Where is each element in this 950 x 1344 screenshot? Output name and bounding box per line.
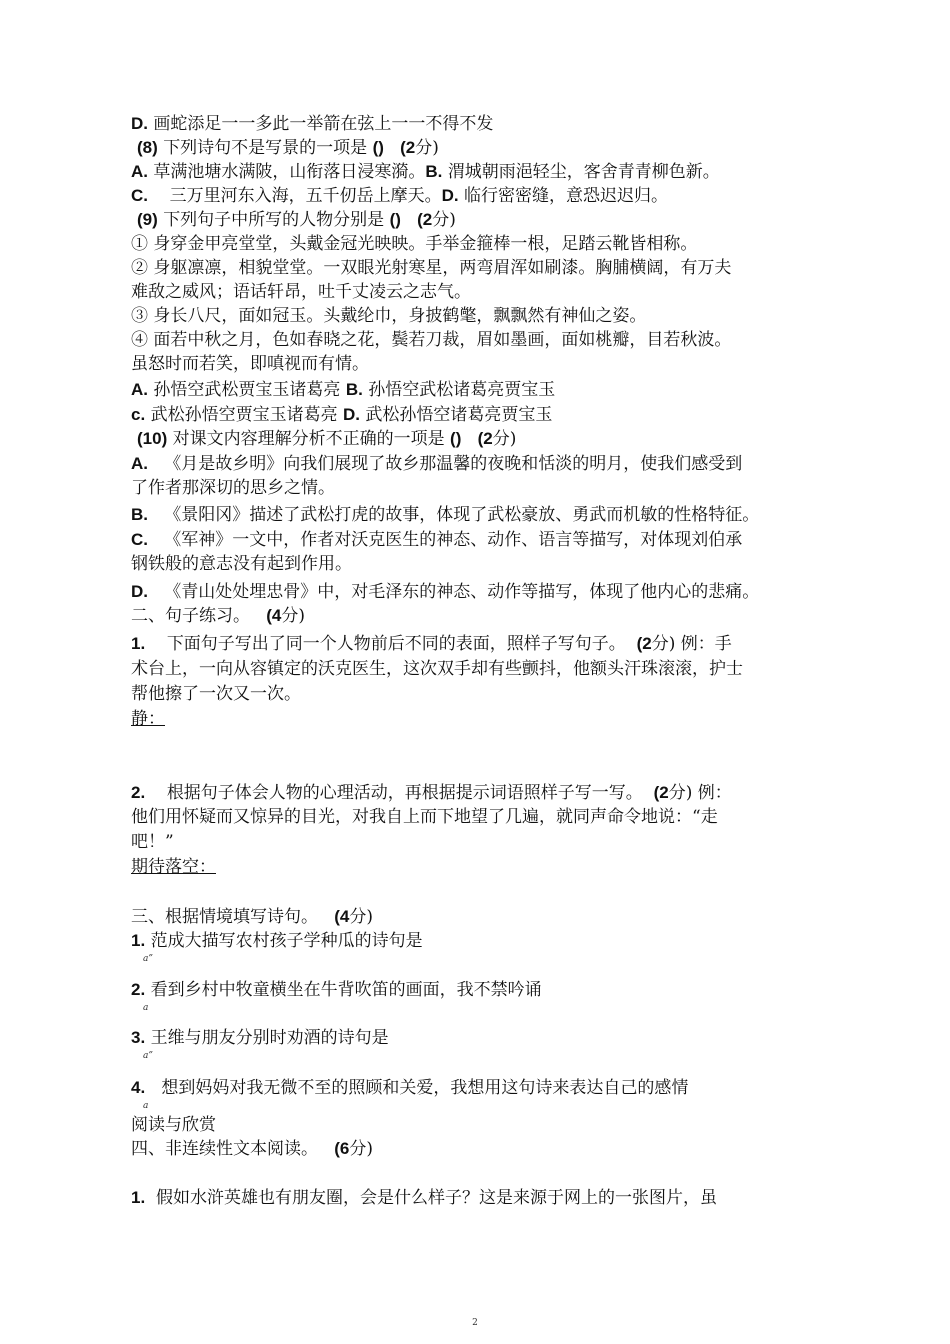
q7-option-d: D. 画蛇添足一一多此一举箭在弦上一一不得不发 (131, 114, 494, 134)
sec3-item-4: 4. 想到妈妈对我无微不至的照顾和关爱，我想用这句诗来表达自己的感情 (131, 1078, 689, 1098)
q9-sentence-4-cont: 虽怒时而若笑，即嗔视而有情。 (131, 354, 369, 374)
sec3-item-1-mark: a” (143, 954, 153, 964)
sec2-item-1-answer-prompt: 静： (131, 709, 165, 729)
q9-options-ab: A. 孙悟空武松贾宝玉诸葛亮 B. 孙悟空武松诸葛亮贾宝玉 (131, 380, 556, 400)
q10-option-d: D. 《青山处处埋忠骨》中，对毛泽东的神态、动作等描写，体现了他内心的悲痛。 (131, 582, 760, 602)
sec2-item-2-line3: 吧！” (131, 832, 174, 852)
q10-option-c-cont: 钢铁般的意志没有起到作用。 (131, 554, 352, 574)
q9-options-cd: c. 武松孙悟空贾宝玉诸葛亮 D. 武松孙悟空诸葛亮贾宝玉 (131, 405, 553, 425)
section-2-heading: 二、句子练习。 (4分) (131, 606, 305, 626)
q10-stem: (10) 对课文内容理解分析不正确的一项是 () (2分) (137, 429, 517, 449)
sec3-item-2: 2. 看到乡村中牧童横坐在牛背吹笛的画面，我不禁吟诵 (131, 980, 542, 1000)
q10-option-c: C. 《军神》一文中，作者对沃克医生的神态、动作、语言等描写，对体现刘伯承 (131, 530, 743, 550)
sec2-item-1-line3: 帮他擦了一次又一次。 (131, 684, 301, 704)
q9-sentence-4: ④ 面若中秋之月，色如春晓之花，鬓若刀裁，眉如墨画，面如桃瓣，目若秋波。 (131, 330, 732, 350)
q10-option-a-cont: 了作者那深切的思乡之情。 (131, 478, 335, 498)
q9-sentence-2: ② 身躯凛凛，相貌堂堂。一双眼光射寒星，两弯眉浑如刷漆。胸脯横阔，有万夫 (131, 258, 732, 278)
sec3-item-1: 1. 范成大描写农村孩子学种瓜的诗句是 (131, 931, 423, 951)
sec2-item-2: 2. 根据句子体会人物的心理活动，再根据提示词语照样子写一写。 (2分) 例： (131, 783, 732, 803)
section-4-heading: 四、非连续性文本阅读。 (6分) (131, 1139, 373, 1159)
sec3-item-3: 3. 王维与朋友分别时劝酒的诗句是 (131, 1028, 389, 1048)
section-3-heading: 三、根据情境填写诗句。 (4分) (131, 907, 373, 927)
q10-option-b: B. 《景阳冈》描述了武松打虎的故事，体现了武松豪放、勇武而机敏的性格特征。 (131, 505, 760, 525)
sec3-item-2-mark: a (143, 1003, 149, 1013)
q9-stem: (9) 下列句子中所写的人物分别是 () (2分) (137, 210, 456, 230)
reading-heading: 阅读与欣赏 (131, 1115, 216, 1135)
sec3-item-4-mark: a (143, 1101, 149, 1111)
sec2-item-1-line2: 术台上，一向从容镇定的沃克医生，这次双手却有些颤抖，他额头汗珠滚滚，护士 (131, 659, 743, 679)
q9-sentence-1: ① 身穿金甲亮堂堂，头戴金冠光映映。手举金箍棒一根，足踏云靴皆相称。 (131, 234, 698, 254)
sec2-item-1: 1. 下面句子写出了同一个人物前后不同的表面，照样子写句子。 (2分) 例：手 (131, 634, 732, 654)
sec4-item-1: 1. 假如水浒英雄也有朋友圈，会是什么样子？这是来源于网上的一张图片，虽 (131, 1188, 717, 1208)
q9-sentence-3: ③ 身长八尺，面如冠玉。头戴纶巾，身披鹤氅，飘飘然有神仙之姿。 (131, 306, 647, 326)
q8-stem: (8) 下列诗句不是写景的一项是 () (2分) (137, 138, 439, 158)
q8-options-ab: A. 草满池塘水满陂，山衔落日浸寒漪。B. 渭城朝雨浥轻尘，客舍青青柳色新。 (131, 162, 720, 182)
sec2-item-2-answer-prompt: 期待落空： (131, 857, 216, 877)
q9-sentence-2-cont: 难敌之威风；语话轩昂，吐千丈凌云之志气。 (131, 282, 471, 302)
q10-option-a: A. 《月是故乡明》向我们展现了故乡那温馨的夜晚和恬淡的明月，使我们感受到 (131, 454, 743, 474)
sec2-item-2-line2: 他们用怀疑而又惊异的目光，对我自上而下地望了几遍，就同声命令地说：“走 (131, 807, 718, 827)
page-number: 2 (472, 1318, 478, 1328)
q8-options-cd: C. 三万里河东入海，五千仞岳上摩天。D. 临行密密缝，意恐迟迟归。 (131, 186, 669, 206)
sec3-item-3-mark: a” (143, 1051, 153, 1061)
